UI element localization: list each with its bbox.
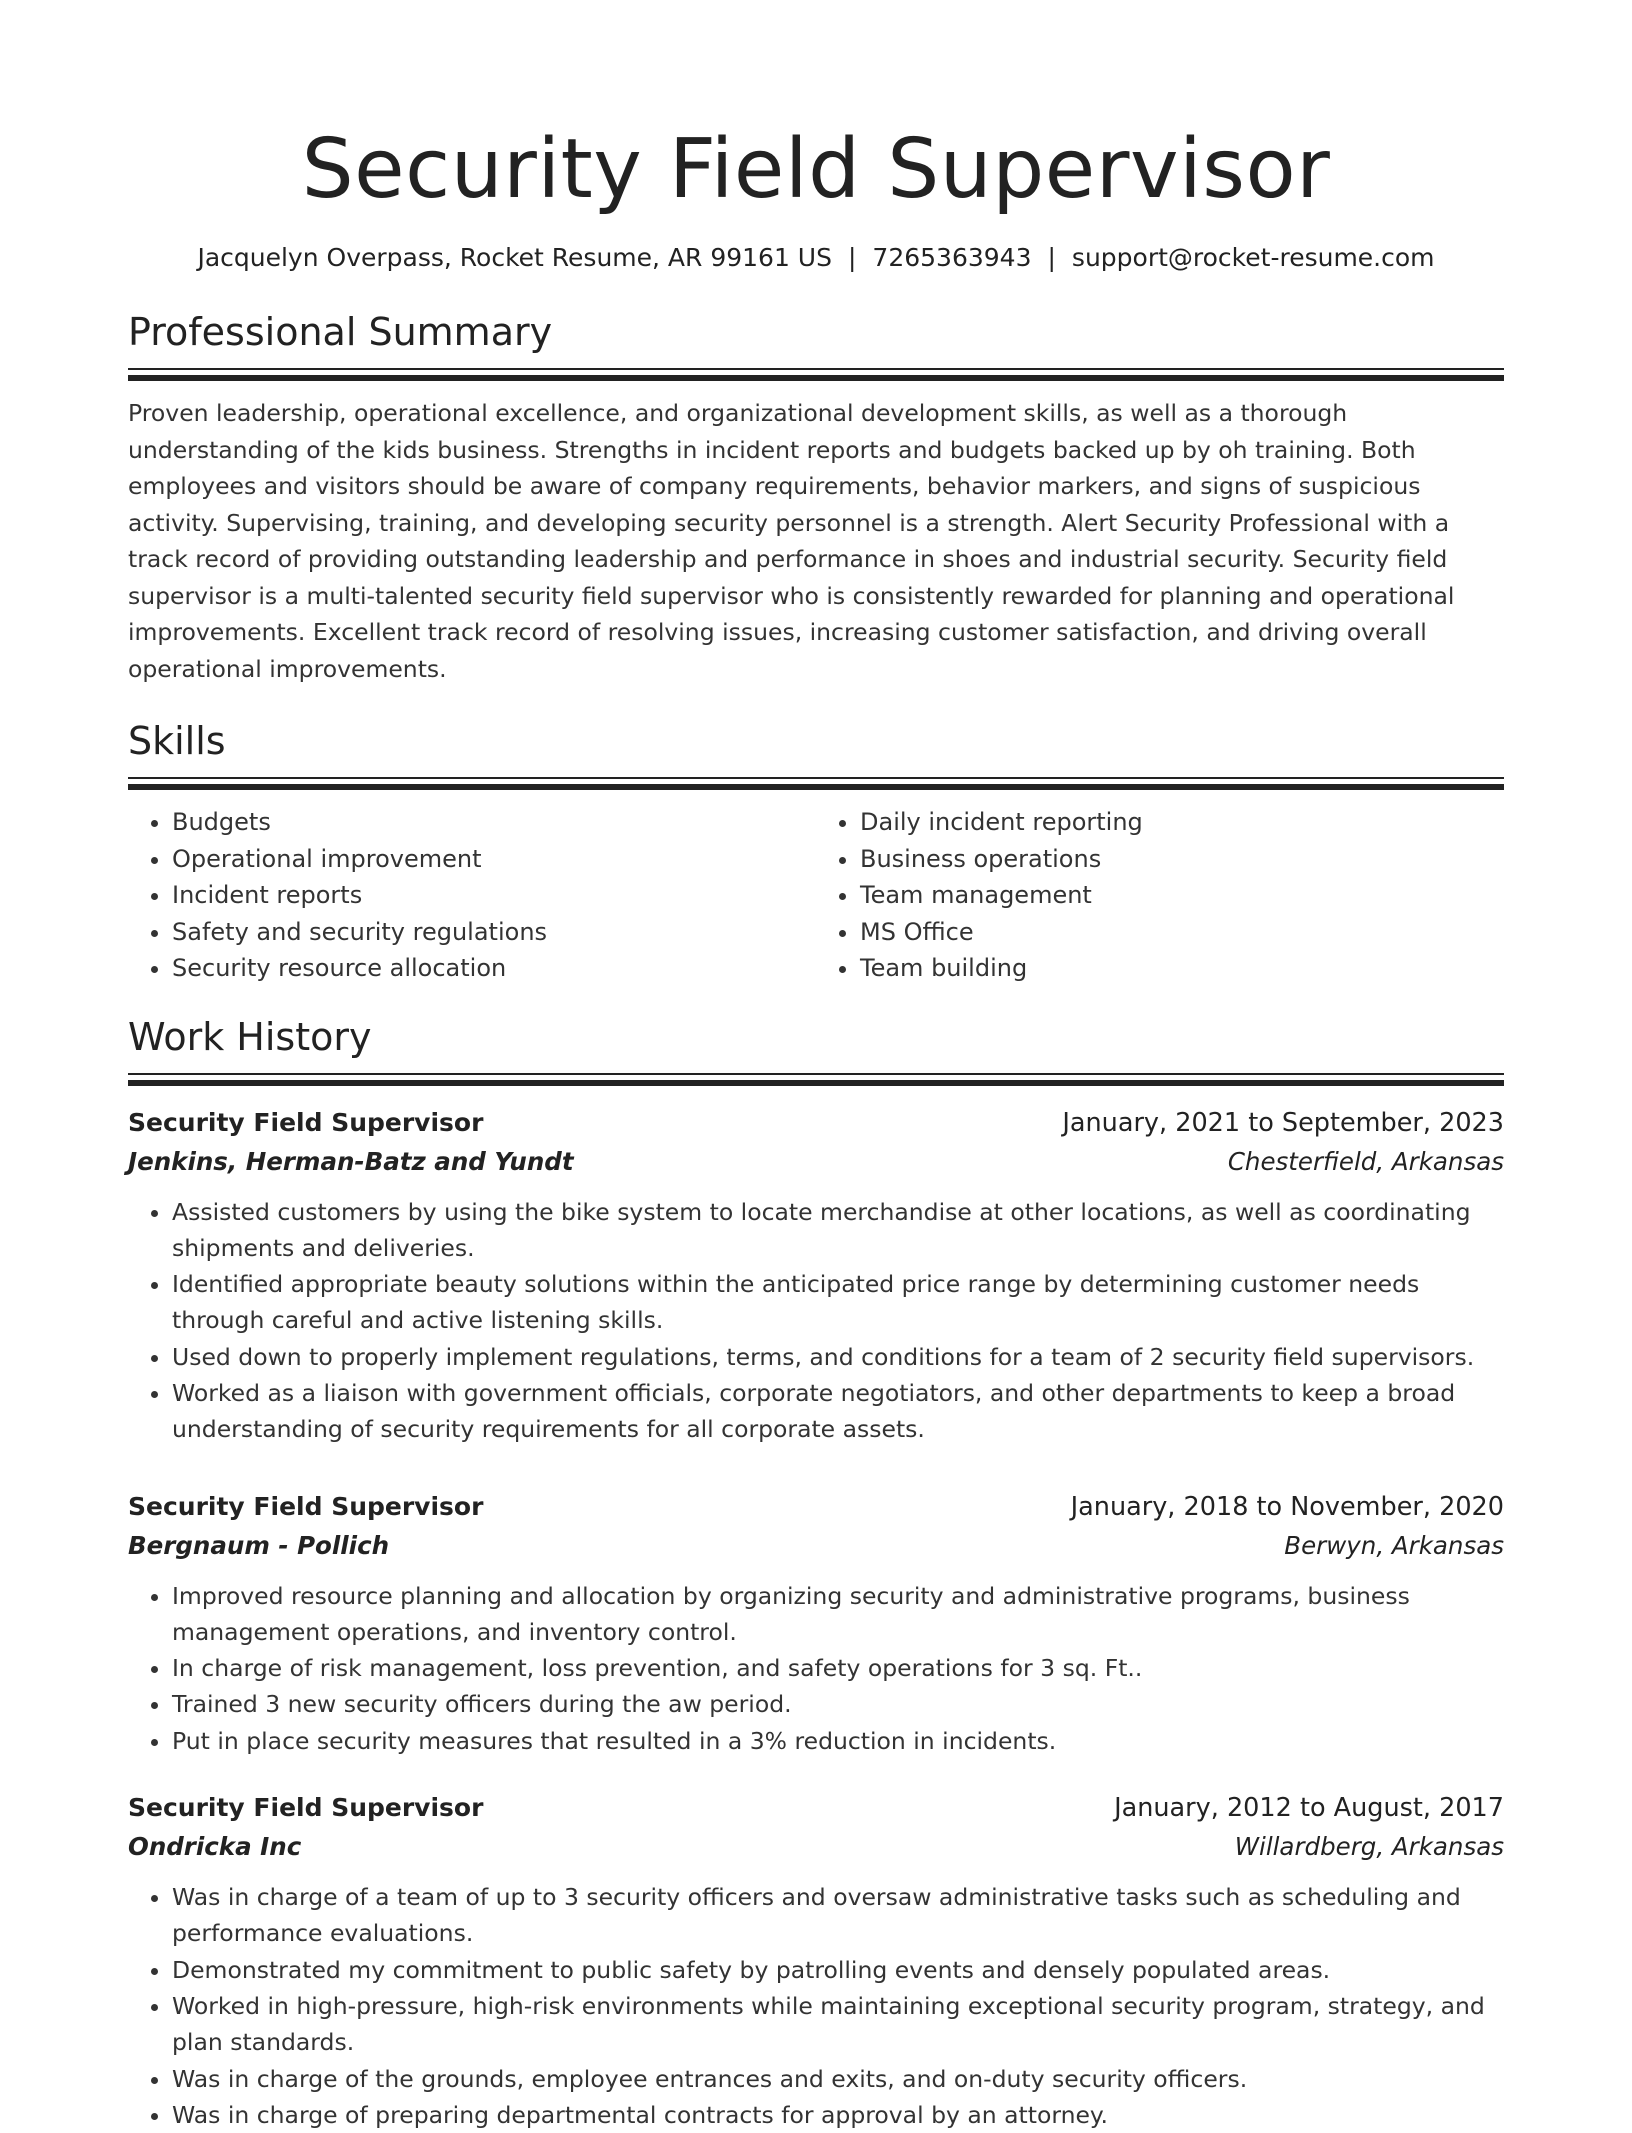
job-company: Bergnaum - Pollich: [128, 1530, 390, 1560]
job-bullet: • Trained 3 new security officers during the aw period.: [172, 1686, 1504, 1722]
skills-column-right: [816, 804, 1504, 987]
job-header-row: [128, 1488, 1504, 1526]
section-divider: [128, 784, 1504, 790]
skill-item: • Team building: [860, 950, 1504, 987]
contact-email[interactable]: support@rocket-resume.com: [1071, 243, 1435, 272]
skill-item: • Budgets: [172, 804, 816, 841]
job-bullet: • In charge of risk management, loss prevention, and safety operations for 3 sq. Ft..: [172, 1650, 1504, 1686]
job-title: Security Field Supervisor: [128, 1491, 484, 1521]
summary-paragraph: Proven leadership, operational excellence, and organizational development skills, as well as a thorough understanding of the kids business. Strengths in incident reports and budgets backed up by oh training. Both employees and visitors should be aware of company requirements, behavior markers, and signs of suspicious activity. Supervising, training, and developing security personnel is a strength. Alert Security Professional with a track record of providing outstanding leadership and performance in shoes and industrial security. Security field supervisor is a multi-talented security field supervisor who is consistently rewarded for planning and operational improvements. Excellent track record of resolving issues, increasing customer satisfaction, and driving overall operational improvements.: [128, 399, 1455, 683]
skills-column-left: [128, 804, 816, 987]
job-header-row: [128, 1104, 1504, 1142]
job-title: Security Field Supervisor: [128, 1793, 484, 1823]
section-divider: [128, 368, 1504, 370]
section-divider: [128, 375, 1504, 381]
job-header-row: [128, 1789, 1504, 1827]
job-dates: January, 2012 to August, 2017: [1114, 1793, 1504, 1824]
section-divider: [128, 1080, 1504, 1086]
job-company-row: [128, 1827, 1504, 1867]
contact-address: Jacquelyn Overpass, Rocket Resume, AR 99161 US: [197, 243, 832, 272]
resume-title: Security Field Supervisor: [301, 122, 1331, 217]
section-heading-skills: Skills: [128, 719, 226, 763]
job-bullet: • Put in place security measures that resulted in a 3% reduction in incidents.: [172, 1723, 1504, 1759]
job-bullet: • Worked as a liaison with government officials, corporate negotiators, and other departments to keep a broad understanding of security requirements for all corporate assets.: [172, 1375, 1504, 1448]
section-heading-summary: Professional Summary: [128, 310, 553, 354]
job-bullet: • Demonstrated my commitment to public safety by patrolling events and densely populated areas.: [172, 1952, 1504, 1988]
job-bullet: • Used down to properly implement regulations, terms, and conditions for a team of 2 security field supervisors.: [172, 1339, 1504, 1375]
job-location: Berwyn, Arkansas: [1284, 1530, 1504, 1560]
job-title: Security Field Supervisor: [128, 1107, 484, 1137]
job-entry: [128, 1104, 1504, 1448]
contact-separator: |: [1047, 243, 1056, 272]
contact-phone: 7265363943: [872, 243, 1032, 272]
job-company: Ondricka Inc: [128, 1832, 302, 1862]
job-bullet: • Was in charge of a team of up to 3 security officers and oversaw administrative tasks such as scheduling and performance evaluations.: [172, 1879, 1504, 1952]
job-entry: [128, 1488, 1504, 1759]
job-bullets: [128, 1578, 1504, 1759]
job-bullets: [128, 1194, 1504, 1448]
job-location: Willardberg, Arkansas: [1234, 1832, 1504, 1862]
skill-item: • MS Office: [860, 914, 1504, 951]
skill-item: • Business operations: [860, 841, 1504, 878]
skill-item: • Incident reports: [172, 877, 816, 914]
section-divider: [128, 1073, 1504, 1075]
job-bullet: • Was in charge of the grounds, employee entrances and exits, and on-duty security officers.: [172, 2061, 1504, 2097]
skill-item: • Daily incident reporting: [860, 804, 1504, 841]
job-company-row: [128, 1526, 1504, 1566]
job-bullets: [128, 1879, 1504, 2133]
job-bullet: • Improved resource planning and allocation by organizing security and administrative programs, business management operations, and inventory control.: [172, 1578, 1504, 1651]
job-company-row: [128, 1142, 1504, 1182]
contact-line: [128, 242, 1504, 274]
job-location: Chesterfield, Arkansas: [1227, 1146, 1504, 1176]
job-entry: [128, 1789, 1504, 2133]
skill-item: • Security resource allocation: [172, 950, 816, 987]
job-bullet: • Was in charge of preparing departmental contracts for approval by an attorney.: [172, 2097, 1504, 2133]
section-divider: [128, 777, 1504, 779]
skills-list: [128, 804, 1504, 987]
job-dates: January, 2018 to November, 2020: [1070, 1491, 1504, 1522]
contact-separator: |: [847, 243, 857, 272]
job-bullet: • Assisted customers by using the bike system to locate merchandise at other locations, as well as coordinating shipments and deliveries.: [172, 1194, 1504, 1267]
job-company: Jenkins, Herman-Batz and Yundt: [128, 1146, 574, 1176]
section-heading-work-history: Work History: [128, 1014, 372, 1059]
job-bullet: • Worked in high-pressure, high-risk environments while maintaining exceptional security program, strategy, and plan standards.: [172, 1988, 1504, 2061]
skill-item: • Safety and security regulations: [172, 914, 816, 951]
skill-item: • Team management: [860, 877, 1504, 914]
job-bullet: • Identified appropriate beauty solutions within the anticipated price range by determining customer needs through careful and active listening skills.: [172, 1266, 1504, 1339]
skill-item: • Operational improvement: [172, 841, 816, 878]
job-dates: January, 2021 to September, 2023: [1062, 1107, 1504, 1138]
